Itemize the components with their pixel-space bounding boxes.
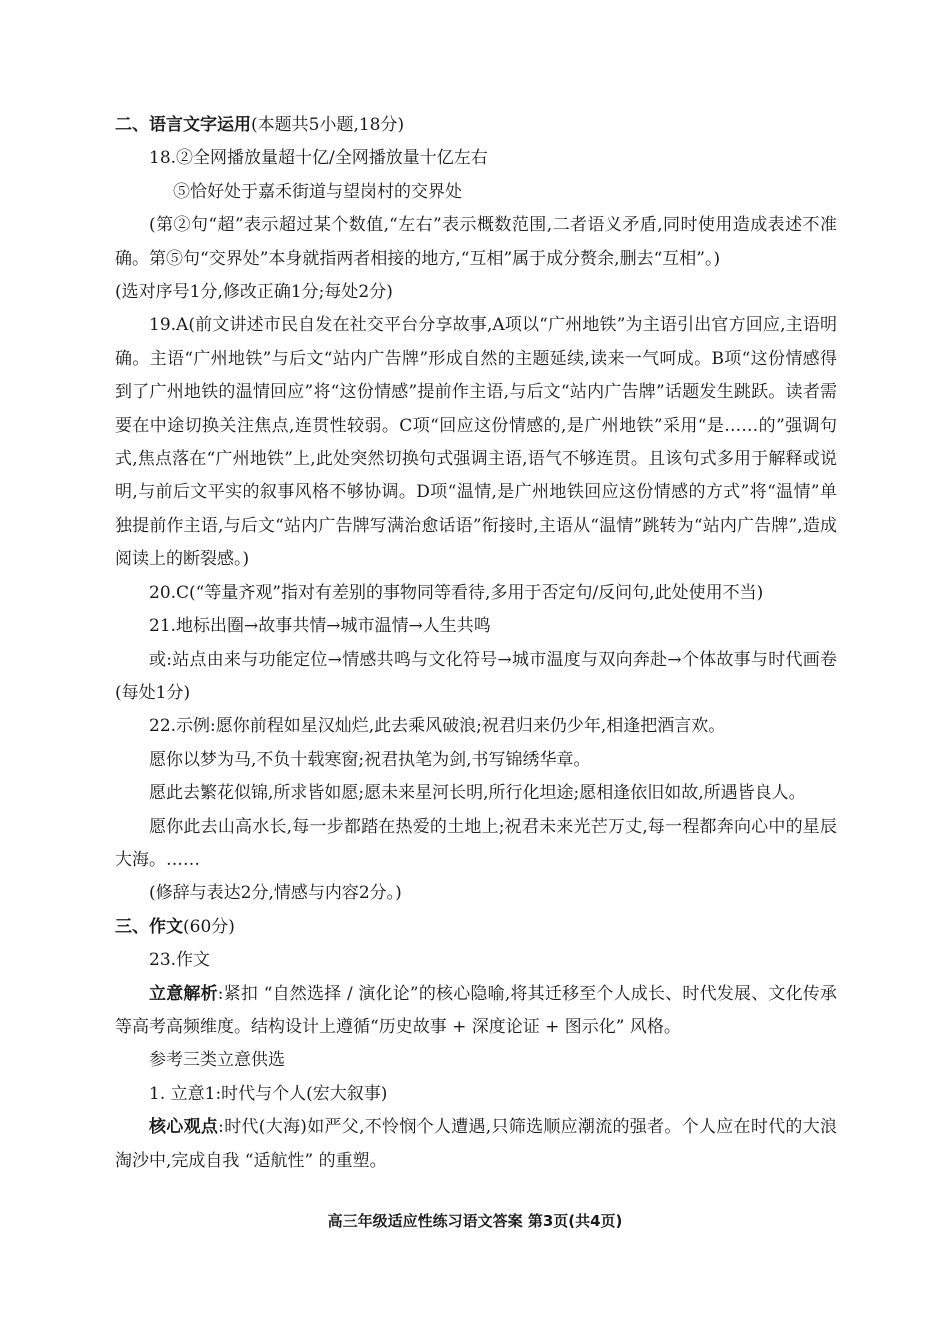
section-2-heading xyxy=(115,109,837,142)
q23-option-1-title: 1. 立意1:时代与个人(宏大叙事) xyxy=(149,1083,388,1104)
q23-core-text: :时代(大海)如严父,不怜悯个人遭遇,只筛选顺应潮流的强者。个人应在时代的大浪淘沙中,完成自我 “适航性” 的重塑。 xyxy=(115,1117,837,1171)
q23-core-view xyxy=(115,1111,837,1178)
q20-answer: 20.C(“等量齐观”指对有差别的事物同等看待,多用于否定句/反问句,此处使用不当) xyxy=(149,582,764,603)
section-2-note: (本题共5小题,18分) xyxy=(251,115,405,135)
section-3-heading xyxy=(115,911,837,944)
page-footer: 高三年级适应性练习语文答案 第3页(共4页) xyxy=(327,1212,623,1230)
q21-alternative: 或:站点由来与功能定位→情感共鸣与文化符号→城市温度与双向奔赴→个体故事与时代画卷(每处1分) xyxy=(115,649,837,703)
q18-explanation: (第②句“超”表示超过某个数值,“左右”表示概数范围,二者语义矛盾,同时使用造成表述不准确。第⑤句“交界处”本身就指两者相接的地方,“互相”属于成分赘余,删去“互相”。) xyxy=(115,215,837,269)
q23-options-intro: 参考三类立意供选 xyxy=(149,1050,285,1071)
q23-analysis-text: :紧扣 “自然选择 / 演化论”的核心隐喻,将其迁移至个人成长、时代发展、文化传承等高考高频维度。结构设计上遵循“历史故事 + 深度论证 + 图示化” 风格。 xyxy=(115,983,837,1037)
q22-example-1: 22.示例:愿你前程如星汉灿烂,此去乘风破浪;祝君归来仍少年,相逢把酒言欢。 xyxy=(149,716,726,737)
section-2-title: 二、语言文字运用 xyxy=(115,115,251,135)
q23-core-label: 核心观点 xyxy=(149,1117,219,1138)
q18-scoring: (选对序号1分,修改正确1分;每处2分) xyxy=(115,282,393,303)
q22-example-3: 愿此去繁花似锦,所求皆如愿;愿未来星河长明,所行化坦途;愿相逢依旧如故,所遇皆良人。 xyxy=(149,783,806,804)
q23-analysis-label: 立意解析 xyxy=(149,983,218,1004)
q22-example-2: 愿你以梦为马,不负十载寒窗;祝君执笔为剑,书写锦绣华章。 xyxy=(149,749,591,770)
section-3-title: 三、作文 xyxy=(115,916,183,937)
q18-answer-line-2: ⑤恰好处于嘉禾街道与望岗村的交界处 xyxy=(173,181,462,202)
section-3-note: (60分) xyxy=(183,916,235,937)
q18-answer-line-1: 18.②全网播放量超十亿/全网播放量十亿左右 xyxy=(149,148,488,169)
q19-answer: 19.A(前文讲述市民自发在社交平台分享故事,A项以“广州地铁”为主语引出官方回应,主语明确。主语“广州地铁”与后文“站内广告牌”形成自然的主题延续,读来一气呵成。B项“这份情感得到了广州地铁的温情回应”将“这份情感”提前作主语,与后文“站内广告牌”话题发生跳跃。读者需要在中途切换关注焦点,连贯性较弱。C项“回应这份情感的,是广州地铁”采用“是……的”强调句式,焦点落在“广州地铁”上,此处突然切换句式强调主语,语气不够连贯。且该句式多用于解释或说明,与前后文平实的叙事风格不够协调。D项“温情,是广州地铁回应这份情感的方式”将“温情”单独提前作主语,与后文“站内广告牌写满治愈话语”衔接时,主语从“温情”跳转为“站内广告牌”,造成阅读上的断裂感。) xyxy=(115,315,837,570)
q23-analysis xyxy=(115,978,837,1045)
answer-content xyxy=(115,109,837,1178)
q22-example-4: 愿你此去山高水长,每一步都踏在热爱的土地上;祝君未来光芒万丈,每一程都奔向心中的星辰大海。…… xyxy=(115,816,837,870)
q22-scoring: (修辞与表达2分,情感与内容2分。) xyxy=(149,883,402,904)
q23-title: 23.作文 xyxy=(149,950,211,971)
q21-answer: 21.地标出圈→故事共情→城市温情→人生共鸣 xyxy=(149,616,491,637)
